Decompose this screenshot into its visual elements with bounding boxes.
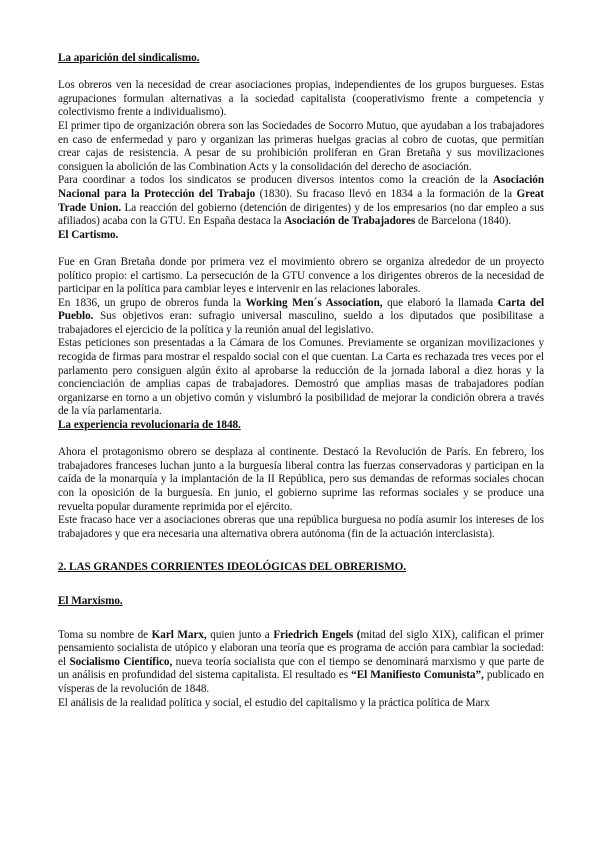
text-run: La reacción del gobierno (detención de dirigentes) y de los empresarios (no dar empleo a sus afiliados) acaba con la GTU. En España destaca la (58, 201, 544, 228)
document-page (58, 52, 544, 710)
paragraph (58, 174, 544, 228)
paragraph: El primer tipo de organización obrera son las Sociedades de Socorro Mutuo, que ayudaban a los trabajadores en caso de enfermedad y paro y organizan las primeras huelgas gracias al cobro de cuotas, que permitían crear cajas de resistencia. A pesar de su prohibición proliferan en Gran Bretaña y sus movilizaciones consiguen la abolición de las Combination Acts y la consolidación del derecho de asociación. (58, 119, 544, 173)
bold-term: Friedrich Engels ( (273, 628, 361, 641)
paragraph: El análisis de la realidad política y social, el estudio del capitalismo y la práctica política de Marx (58, 696, 490, 709)
text-run: que elaboró la llamada (382, 296, 498, 309)
paragraph (58, 297, 544, 338)
bold-term: Carta del Pueblo. (58, 296, 544, 323)
text-run: Toma su nombre de (58, 628, 152, 641)
text-run: Sus objetivos eran: sufragio universal masculino, sueldo a los diputados que posibilitase a trabajadores el ejercicio de la política y la reunión anual del legislativo. (58, 310, 544, 336)
text-run: nueva teoría socialista que con el tiempo se denominará marxismo y que parte de un análisis en profundidad del sistema capitalista. El resultado es (58, 655, 544, 682)
text-run: publicado en vísperas de la revolución de 1848. (58, 669, 544, 695)
text-run: quien junto a (206, 628, 274, 641)
paragraph: Ahora el protagonismo obrero se desplaza al continente. Destacó la Revolución de París. En febrero, los trabajadores franceses luchan junto a la burguesía liberal contra las fuerzas conservadoras y participan en la caída de la monarquía y la implantación de la II República, pero sus demandas de reformas sociales chocan con la oposición de la burguesía. En junio, el gobierno suprime las reformas sociales y se produce una revuelta popular duramente reprimida por el ejército. (58, 446, 544, 513)
paragraph: Fue en Gran Bretaña donde por primera vez el movimiento obrero se organiza alrededor de un proyecto político propio: el cartismo. La persecución de la GTU convence a los dirigentes obreros de la necesidad de participar en la política para cambiar leyes e intervenir en las relaciones laborales. (58, 255, 544, 296)
bold-term: Asociación de Trabajadores (284, 215, 416, 228)
text-run: de Barcelona (1840). (415, 215, 512, 228)
text-run: mitad del siglo XIX), califican el primer pensamiento socialista de utópico y elaboran una teoría que es programa de acción para cambiar la sociedad: el (58, 628, 544, 668)
bold-term: Asociación Nacional para la Protección del Trabajo (58, 174, 544, 200)
section-title-corrientes: 2. LAS GRANDES CORRIENTES IDEOLÓGICAS DEL OBRERISMO. (58, 561, 407, 574)
section-title-cartismo: El Cartismo. (58, 228, 119, 241)
text-run: (1830). Su fracaso llevó en 1834 a la formación de la (255, 187, 517, 200)
text-run: Para coordinar a todos los sindicatos se producen diversos intentos como la creación de la (58, 174, 493, 187)
bold-term: Karl Marx, (151, 628, 207, 641)
paragraph: Los obreros ven la necesidad de crear asociaciones propias, independientes de los grupos burgueses. Estas agrupaciones formulan alternativas a la sociedad capitalista (cooperativismo frente a competencia y colectivismo frente a individualismo). (58, 79, 544, 119)
paragraph (58, 629, 544, 697)
section-title-1848: La experiencia revolucionaria de 1848. (58, 419, 241, 432)
section-title-marxismo: El Marxismo. (58, 594, 123, 607)
paragraph: Este fracaso hace ver a asociaciones obreras que una república burguesa no podía asumir los intereses de los trabajadores y que era necesaria una alternativa obrera autónoma (fin de la actuación interclasista). (58, 514, 544, 540)
text-run: En 1836, un grupo de obreros funda la (58, 296, 246, 309)
bold-term: Great Trade Union. (58, 187, 544, 214)
bold-term: Working Men´s Association, (245, 296, 383, 309)
paragraph: Estas peticiones son presentadas a la Cámara de los Comunes. Previamente se organizan movilizaciones y recogida de firmas para mostrar el respaldo social con el que cuentan. La Carta es rechazada tres veces por el parlamento pero consiguen algún éxito al aprobarse la reducción de la jornada laboral a diez horas y la concienciación de amplias capas de trabajadores. Demostró que amplias masas de trabajadores podían organizarse en torno a un objetivo común y vislumbró la posibilidad de mejorar la condición obrera a través de la vía parlamentaria. (58, 337, 544, 418)
bold-term: “El Manifiesto Comunista”, (351, 669, 484, 682)
section-title-sindicalismo: La aparición del sindicalismo. (58, 52, 200, 64)
bold-term: Socialismo Científico, (69, 655, 173, 668)
